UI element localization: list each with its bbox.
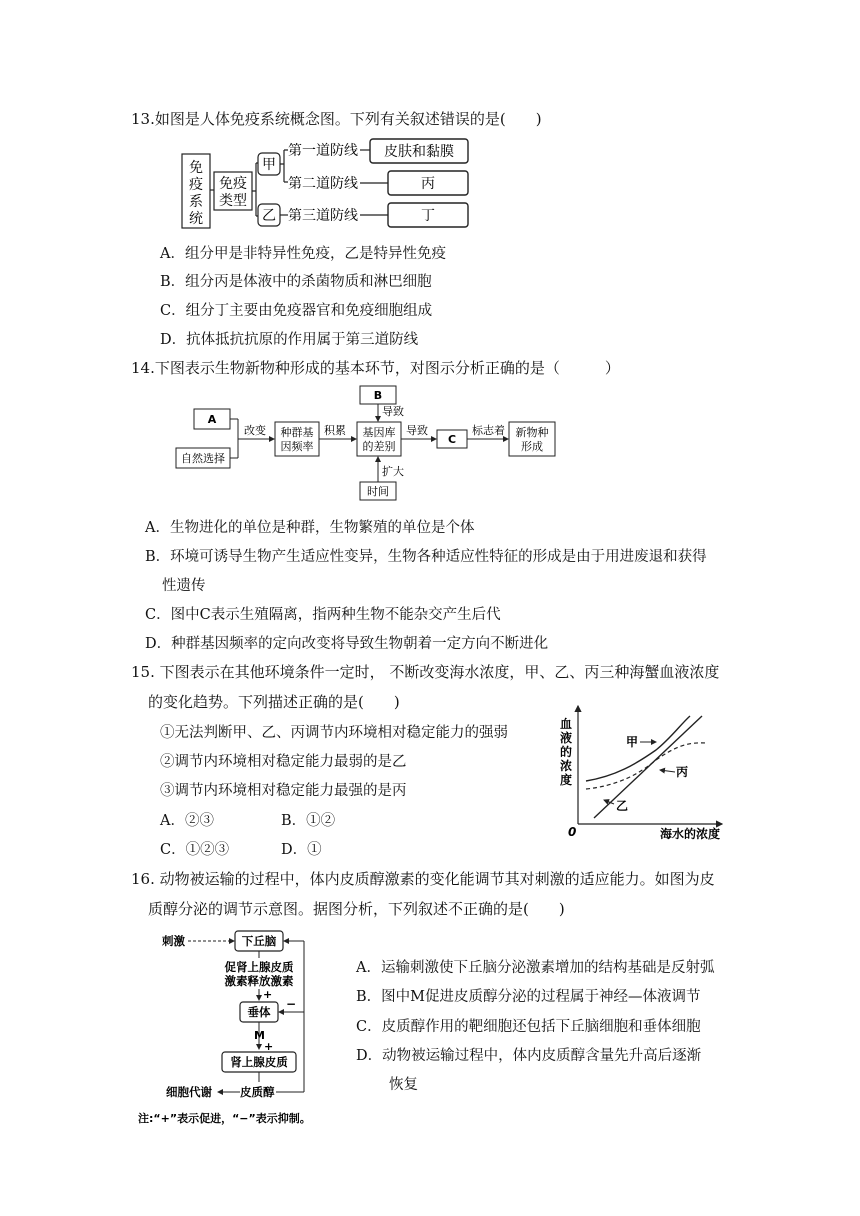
q13-option-b: B．组分丙是体液中的杀菌物质和淋巴细胞 xyxy=(160,274,432,290)
q14-pool-line2: 的差别 xyxy=(362,440,396,453)
q15-option-b: B．①② xyxy=(281,813,336,829)
q15-label-yi: 乙 xyxy=(616,799,629,813)
q15-ylabel-3: 的 xyxy=(559,745,573,759)
q14-label-accum: 积累 xyxy=(324,424,346,437)
q15-option-c: C．①②③ xyxy=(160,842,230,858)
q16-plus-2: + xyxy=(264,1040,274,1053)
q13-box1: 皮肤和黏膜 xyxy=(384,144,454,160)
q16-stem-line1: 16. 动物被运输的过程中，体内皮质醇激素的变化能调节其对刺激的适应能力。如图为皮 xyxy=(131,870,715,888)
q14-label-mark: 标志着 xyxy=(472,424,505,437)
q13-types-line1: 免疫 xyxy=(219,176,247,192)
q15-ylabel-2: 液 xyxy=(559,731,573,745)
q16-stem-line2: 质醇分泌的调节示意图。据图分析，下列叙述不正确的是( ) xyxy=(148,900,565,918)
q16-crh-line2: 激素释放激素 xyxy=(224,974,294,988)
q16-crh-line1: 促肾上腺皮质 xyxy=(224,960,294,974)
q15-blood-concentration-graph xyxy=(556,700,736,848)
q14-speciation-diagram xyxy=(170,384,560,504)
q13-line1: 第一道防线 xyxy=(288,143,358,159)
q13-types-line2: 类型 xyxy=(219,193,247,209)
q15-label-bing: 丙 xyxy=(676,765,689,779)
q14-label-expand: 扩大 xyxy=(382,465,404,478)
q14-time: 时间 xyxy=(367,485,389,498)
q13-yi: 乙 xyxy=(262,208,276,224)
q14-new-line1: 新物种 xyxy=(515,426,549,439)
q16-label-m: M xyxy=(254,1029,265,1042)
q15-statement-2: ②调节内环境相对稳定能力最弱的是乙 xyxy=(160,754,407,770)
q16-option-d-cont: 恢复 xyxy=(389,1077,418,1093)
q14-box-a: A xyxy=(207,413,217,426)
q14-label-change: 改变 xyxy=(244,424,266,437)
q14-natural-selection: 自然选择 xyxy=(181,452,225,465)
q13-option-a: A．组分甲是非特异性免疫，乙是特异性免疫 xyxy=(160,246,446,262)
q14-option-c: C．图中C表示生殖隔离，指两种生物不能杂交产生后代 xyxy=(145,607,501,623)
q15-ylabel-5: 度 xyxy=(559,773,573,787)
q14-freq-line2: 因频率 xyxy=(280,440,314,453)
q15-origin: 0 xyxy=(568,825,577,839)
q16-note: 注:“+”表示促进，“−”表示抑制。 xyxy=(138,1112,311,1125)
q16-option-a: A．运输刺激使下丘脑分泌激素增加的结构基础是反射弧 xyxy=(356,960,715,976)
q14-freq-line1: 种群基 xyxy=(280,426,314,439)
q16-option-b: B．图中M促进皮质醇分泌的过程属于神经—体液调节 xyxy=(356,989,701,1005)
q15-ylabel-1: 血 xyxy=(559,717,573,731)
q15-xlabel: 海水的浓度 xyxy=(660,827,721,841)
q16-cortisol: 皮质醇 xyxy=(240,1085,275,1099)
q14-option-a: A．生物进化的单位是种群，生物繁殖的单位是个体 xyxy=(145,520,475,536)
q13-box2: 丙 xyxy=(421,176,435,192)
q13-option-c: C．组分丁主要由免疫器官和免疫细胞组成 xyxy=(160,303,433,319)
q13-immune-diagram xyxy=(178,134,478,234)
q14-option-b: B．环境可诱导生物产生适应性变异，生物各种适应性特征的形成是由于用进废退和获得 xyxy=(145,549,707,565)
q13-system-char-1: 免 xyxy=(189,160,203,176)
q16-option-d: D．动物被运输过程中，体内皮质醇含量先升高后逐渐 xyxy=(356,1048,702,1064)
q15-statement-3: ③调节内环境相对稳定能力最强的是丙 xyxy=(160,783,407,799)
q15-option-a: A．②③ xyxy=(160,813,214,829)
q14-new-line2: 形成 xyxy=(521,440,543,453)
q14-box-b: B xyxy=(373,389,383,402)
q16-adrenal-cortex: 肾上腺皮质 xyxy=(230,1055,288,1069)
q13-jia: 甲 xyxy=(262,157,276,173)
q16-minus: − xyxy=(286,997,297,1011)
q15-stem-line2: 的变化趋势。下列描述正确的是( ) xyxy=(148,693,400,711)
q14-option-d: D．种群基因频率的定向改变将导致生物朝着一定方向不断进化 xyxy=(145,636,549,652)
q14-option-b-cont: 性遗传 xyxy=(162,578,206,594)
q14-pool-line1: 基因库 xyxy=(362,426,396,439)
q14-label-cause1: 导致 xyxy=(382,405,404,418)
q16-stimulus: 刺激 xyxy=(162,934,185,948)
q14-label-cause2: 导致 xyxy=(406,424,428,437)
q16-cell-metabolism: 细胞代谢 xyxy=(166,1085,212,1099)
q13-stem: 13.如图是人体免疫系统概念图。下列有关叙述错误的是( ) xyxy=(131,110,542,128)
q16-plus-1: + xyxy=(263,988,273,1001)
q13-system-char-3: 系 xyxy=(189,194,203,210)
q16-cortisol-diagram xyxy=(136,926,356,1128)
q13-line3: 第三道防线 xyxy=(288,208,358,224)
q13-system-char-4: 统 xyxy=(189,211,203,227)
q14-stem: 14.下图表示生物新物种形成的基本环节，对图示分析正确的是（ ） xyxy=(131,359,620,377)
q16-pituitary: 垂体 xyxy=(247,1005,271,1019)
q15-option-d: D．① xyxy=(281,842,322,858)
q13-box3: 丁 xyxy=(421,208,435,224)
q13-option-d: D．抗体抵抗抗原的作用属于第三道防线 xyxy=(160,332,419,348)
q15-label-jia: 甲 xyxy=(626,735,639,749)
q16-option-c: C．皮质醇作用的靶细胞还包括下丘脑细胞和垂体细胞 xyxy=(356,1019,701,1035)
q13-line2: 第二道防线 xyxy=(288,176,358,192)
q15-statement-1: ①无法判断甲、乙、丙调节内环境相对稳定能力的强弱 xyxy=(160,725,508,741)
q14-box-c: C xyxy=(447,433,457,446)
q13-system-char-2: 疫 xyxy=(189,177,203,193)
q15-stem-line1: 15. 下图表示在其他环境条件一定时， 不断改变海水浓度，甲、乙、丙三种海蟹血液浓度 xyxy=(131,663,720,681)
q16-hypothalamus: 下丘脑 xyxy=(241,934,277,948)
q15-ylabel-4: 浓 xyxy=(559,759,573,773)
